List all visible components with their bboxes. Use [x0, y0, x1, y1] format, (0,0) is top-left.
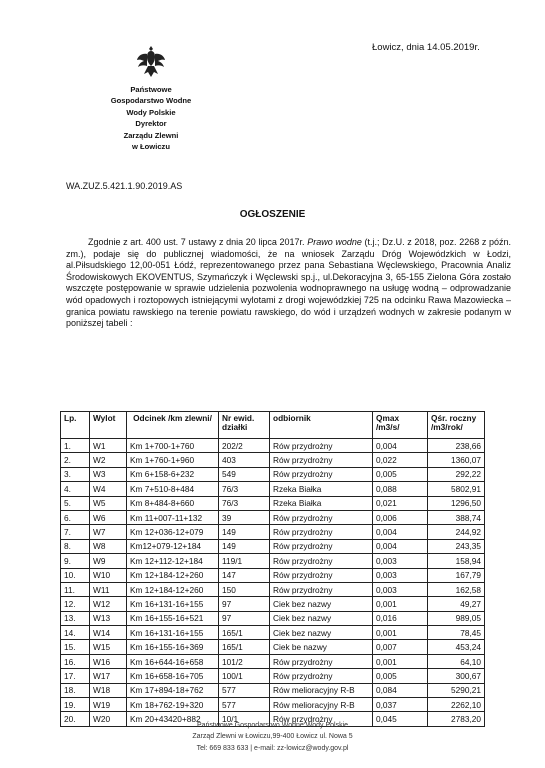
cell-lp: 3. — [61, 467, 90, 481]
cell-odbiornik: Ciek bez nazwy — [270, 597, 373, 611]
cell-odbiornik: Rów przydrożny — [270, 467, 373, 481]
table-row — [61, 525, 485, 539]
cell-qsr: 244,92 — [428, 525, 485, 539]
cell-lp: 16. — [61, 654, 90, 668]
table-row — [61, 467, 485, 481]
cell-lp: 4. — [61, 482, 90, 496]
cell-wylot: W12 — [90, 597, 127, 611]
cell-nr-ewid: 577 — [219, 683, 270, 697]
cell-lp: 7. — [61, 525, 90, 539]
cell-lp: 11. — [61, 582, 90, 596]
cell-wylot: W15 — [90, 640, 127, 654]
cell-lp: 19. — [61, 698, 90, 712]
table-row — [61, 669, 485, 683]
cell-qsr: 238,66 — [428, 439, 485, 453]
cell-odcinek: Km 12+036-12+079 — [127, 525, 219, 539]
cell-qsr: 243,35 — [428, 539, 485, 553]
cell-wylot: W5 — [90, 496, 127, 510]
col-odbiornik: odbiornik — [270, 412, 373, 439]
cell-odcinek: Km 18+762-19+320 — [127, 698, 219, 712]
cell-nr-ewid: 577 — [219, 698, 270, 712]
announcement-body — [66, 237, 511, 330]
table-row — [61, 626, 485, 640]
cell-lp: 9. — [61, 554, 90, 568]
cell-odbiornik: Rzeka Białka — [270, 496, 373, 510]
cell-wylot: W18 — [90, 683, 127, 697]
cell-qsr: 64,10 — [428, 654, 485, 668]
table-row — [61, 582, 485, 596]
outlets-table — [60, 411, 485, 727]
cell-qmax: 0,006 — [373, 510, 428, 524]
cell-qsr: 162,58 — [428, 582, 485, 596]
cell-odcinek: Km 16+155-16+521 — [127, 611, 219, 625]
col-lp: Lp. — [61, 412, 90, 439]
cell-qsr: 158,94 — [428, 554, 485, 568]
body-text: (t.j.; Dz.U. z 2018, poz. 2268 z późn. zm.), podaje się do publicznej wiadomości, że na wniosek Zarządu Dróg Wojewódzkich w Łodzi, al.Piłsudskiego 12,00-051 Łódź, reprezentowanego przez pana Sebastiana Węclewskiego, Pracownia Analiz Środowiskowych EKOVENTUS, Szymańczyk i Węclewski sp.j., ul.Dekoracyjna 3, 65-155 Zielona Góra zostało wszczęte postępowanie w sprawie udzielenia pozwolenia wodnoprawnego na usługę wodną – odprowadzanie wód opadowych i roztopowych istniejącymi wylotami z drogi wojewódzkiej 725 na odcinku Rawa Mazowiecka – granica powiatu rawskiego na terenie powiatu rawskiego, do wód i urządzeń wodnych w zakresie podanym w poniższej tabeli : — [66, 237, 511, 329]
issuer-line: Zarządu Zlewni — [123, 130, 179, 140]
cell-wylot: W10 — [90, 568, 127, 582]
col-qmax: Qmax /m3/s/ — [373, 412, 428, 439]
table-row — [61, 439, 485, 453]
issuer-block — [86, 84, 216, 152]
cell-nr-ewid: 10/1 — [219, 712, 270, 726]
document-title: OGŁOSZENIE — [239, 209, 306, 220]
cell-qmax: 0,001 — [373, 597, 428, 611]
cell-odcinek: Km 12+184-12+260 — [127, 568, 219, 582]
footer-line: Tel: 669 833 633 | e-mail: zz-lowicz@wody.gov.pl — [196, 744, 349, 752]
cell-odbiornik: Ciek bez nazwy — [270, 626, 373, 640]
cell-odbiornik: Ciek be nazwy — [270, 640, 373, 654]
act-title: Prawo wodne — [307, 237, 362, 247]
cell-lp: 18. — [61, 683, 90, 697]
cell-odcinek: Km 16+131-16+155 — [127, 626, 219, 640]
cell-odbiornik: Rów przydrożny — [270, 525, 373, 539]
cell-odcinek: Km 16+131-16+155 — [127, 597, 219, 611]
issuer-line: Wody Polskie — [126, 107, 176, 117]
document-date: Łowicz, dnia 14.05.2019r. — [372, 42, 480, 53]
cell-qmax: 0,004 — [373, 539, 428, 553]
cell-lp: 15. — [61, 640, 90, 654]
cell-wylot: W11 — [90, 582, 127, 596]
cell-nr-ewid: 165/1 — [219, 640, 270, 654]
cell-odcinek: Km 12+112-12+184 — [127, 554, 219, 568]
reference-number: WA.ZUZ.5.421.1.90.2019.AS — [66, 181, 183, 191]
cell-odcinek: Km 20+43420+882 — [127, 712, 219, 726]
issuer-line: Gospodarstwo Wodne — [110, 96, 192, 106]
cell-qmax: 0,016 — [373, 611, 428, 625]
cell-odcinek: Km 16+644-16+658 — [127, 654, 219, 668]
cell-qmax: 0,003 — [373, 568, 428, 582]
cell-nr-ewid: 147 — [219, 568, 270, 582]
footer-line: Państwowe Gospodarstwo Wodne Wody Polskie — [196, 722, 349, 729]
cell-qmax: 0,084 — [373, 683, 428, 697]
cell-odbiornik: Rów melioracyjny R-B — [270, 698, 373, 712]
table-row — [61, 568, 485, 582]
col-wylot: Wylot — [90, 412, 127, 439]
cell-nr-ewid: 549 — [219, 467, 270, 481]
table-row — [61, 654, 485, 668]
cell-wylot: W20 — [90, 712, 127, 726]
table-row — [61, 554, 485, 568]
cell-odcinek: Km 6+158-6+232 — [127, 467, 219, 481]
table-header-row — [61, 412, 485, 439]
cell-odbiornik: Rów melioracyjny R-B — [270, 683, 373, 697]
cell-wylot: W19 — [90, 698, 127, 712]
cell-odcinek: Km 7+510-8+484 — [127, 482, 219, 496]
cell-qsr: 388,74 — [428, 510, 485, 524]
cell-nr-ewid: 150 — [219, 582, 270, 596]
cell-nr-ewid: 76/3 — [219, 496, 270, 510]
cell-wylot: W4 — [90, 482, 127, 496]
cell-qmax: 0,004 — [373, 525, 428, 539]
cell-qsr: 167,79 — [428, 568, 485, 582]
eagle-emblem-icon — [136, 44, 166, 80]
cell-qsr: 5802,91 — [428, 482, 485, 496]
cell-qsr: 1296,50 — [428, 496, 485, 510]
cell-lp: 6. — [61, 510, 90, 524]
cell-wylot: W16 — [90, 654, 127, 668]
cell-odbiornik: Rów przydrożny — [270, 539, 373, 553]
cell-lp: 2. — [61, 453, 90, 467]
table-row — [61, 482, 485, 496]
cell-nr-ewid: 100/1 — [219, 669, 270, 683]
cell-wylot: W3 — [90, 467, 127, 481]
cell-odbiornik: Rów przydrożny — [270, 669, 373, 683]
cell-qmax: 0,021 — [373, 496, 428, 510]
page-footer — [0, 720, 545, 754]
cell-nr-ewid: 119/1 — [219, 554, 270, 568]
cell-qmax: 0,022 — [373, 453, 428, 467]
cell-nr-ewid: 403 — [219, 453, 270, 467]
cell-qsr: 1360,07 — [428, 453, 485, 467]
cell-odcinek: Km 1+700-1+760 — [127, 439, 219, 453]
cell-wylot: W2 — [90, 453, 127, 467]
cell-odcinek: Km12+079-12+184 — [127, 539, 219, 553]
table-row — [61, 597, 485, 611]
cell-qmax: 0,004 — [373, 439, 428, 453]
cell-nr-ewid: 97 — [219, 597, 270, 611]
cell-wylot: W6 — [90, 510, 127, 524]
cell-wylot: W1 — [90, 439, 127, 453]
cell-qmax: 0,088 — [373, 482, 428, 496]
cell-lp: 5. — [61, 496, 90, 510]
cell-lp: 13. — [61, 611, 90, 625]
cell-qsr: 78,45 — [428, 626, 485, 640]
cell-lp: 17. — [61, 669, 90, 683]
table-row — [61, 611, 485, 625]
cell-lp: 8. — [61, 539, 90, 553]
cell-qmax: 0,005 — [373, 467, 428, 481]
cell-odbiornik: Rów przydrożny — [270, 582, 373, 596]
cell-odcinek: Km 17+894-18+762 — [127, 683, 219, 697]
cell-qmax: 0,037 — [373, 698, 428, 712]
cell-odbiornik: Rzeka Białka — [270, 482, 373, 496]
cell-lp: 1. — [61, 439, 90, 453]
cell-odcinek: Km 1+760-1+960 — [127, 453, 219, 467]
cell-nr-ewid: 97 — [219, 611, 270, 625]
cell-lp: 20. — [61, 712, 90, 726]
cell-qsr: 2262,10 — [428, 698, 485, 712]
cell-nr-ewid: 101/2 — [219, 654, 270, 668]
cell-qsr: 5290,21 — [428, 683, 485, 697]
cell-nr-ewid: 165/1 — [219, 626, 270, 640]
table-row — [61, 683, 485, 697]
cell-qsr: 49,27 — [428, 597, 485, 611]
cell-nr-ewid: 76/3 — [219, 482, 270, 496]
cell-wylot: W13 — [90, 611, 127, 625]
issuer-line: Dyrektor — [135, 119, 167, 129]
cell-odbiornik: Rów przydrożny — [270, 453, 373, 467]
table-row — [61, 496, 485, 510]
col-qsr: Qśr. roczny /m3/rok/ — [428, 412, 485, 439]
cell-odbiornik: Ciek bez nazwy — [270, 611, 373, 625]
cell-nr-ewid: 39 — [219, 510, 270, 524]
table-row — [61, 698, 485, 712]
cell-odbiornik: Rów przydrożny — [270, 510, 373, 524]
cell-wylot: W14 — [90, 626, 127, 640]
footer-line: Zarząd Zlewni w Łowiczu,99-400 Łowicz ul. Nowa 5 — [192, 733, 353, 741]
cell-wylot: W8 — [90, 539, 127, 553]
col-nr-ewid: Nr ewid. działki — [219, 412, 270, 439]
cell-qmax: 0,003 — [373, 582, 428, 596]
cell-odcinek: Km 8+484-8+660 — [127, 496, 219, 510]
cell-odbiornik: Rów przydrożny — [270, 568, 373, 582]
issuer-line: w Łowiczu — [132, 142, 170, 152]
cell-odbiornik: Rów przydrożny — [270, 554, 373, 568]
cell-lp: 12. — [61, 597, 90, 611]
cell-odbiornik: Rów przydrożny — [270, 439, 373, 453]
col-odcinek: Odcinek /km zlewni/ — [127, 412, 219, 439]
cell-qsr: 2783,20 — [428, 712, 485, 726]
cell-qmax: 0,001 — [373, 626, 428, 640]
table-row — [61, 640, 485, 654]
table-row — [61, 510, 485, 524]
cell-qmax: 0,003 — [373, 554, 428, 568]
cell-qmax: 0,001 — [373, 654, 428, 668]
cell-odbiornik: Rów przydrożny — [270, 712, 373, 726]
cell-odbiornik: Rów przydrożny — [270, 654, 373, 668]
issuer-line: Państwowe — [130, 85, 172, 94]
cell-lp: 10. — [61, 568, 90, 582]
cell-qsr: 292,22 — [428, 467, 485, 481]
cell-qmax: 0,007 — [373, 640, 428, 654]
cell-qsr: 300,67 — [428, 669, 485, 683]
body-text: Zgodnie z art. 400 ust. 7 ustawy z dnia 20 lipca 2017r. — [88, 237, 308, 247]
cell-nr-ewid: 149 — [219, 525, 270, 539]
cell-qsr: 989,05 — [428, 611, 485, 625]
cell-wylot: W9 — [90, 554, 127, 568]
table-row — [61, 539, 485, 553]
cell-qmax: 0,005 — [373, 669, 428, 683]
table-row — [61, 453, 485, 467]
cell-qsr: 453,24 — [428, 640, 485, 654]
cell-nr-ewid: 149 — [219, 539, 270, 553]
cell-wylot: W7 — [90, 525, 127, 539]
cell-odcinek: Km 12+184-12+260 — [127, 582, 219, 596]
cell-odcinek: Km 16+155-16+369 — [127, 640, 219, 654]
cell-wylot: W17 — [90, 669, 127, 683]
cell-lp: 14. — [61, 626, 90, 640]
cell-nr-ewid: 202/2 — [219, 439, 270, 453]
cell-odcinek: Km 11+007-11+132 — [127, 510, 219, 524]
cell-odcinek: Km 16+658-16+705 — [127, 669, 219, 683]
cell-qmax: 0,045 — [373, 712, 428, 726]
